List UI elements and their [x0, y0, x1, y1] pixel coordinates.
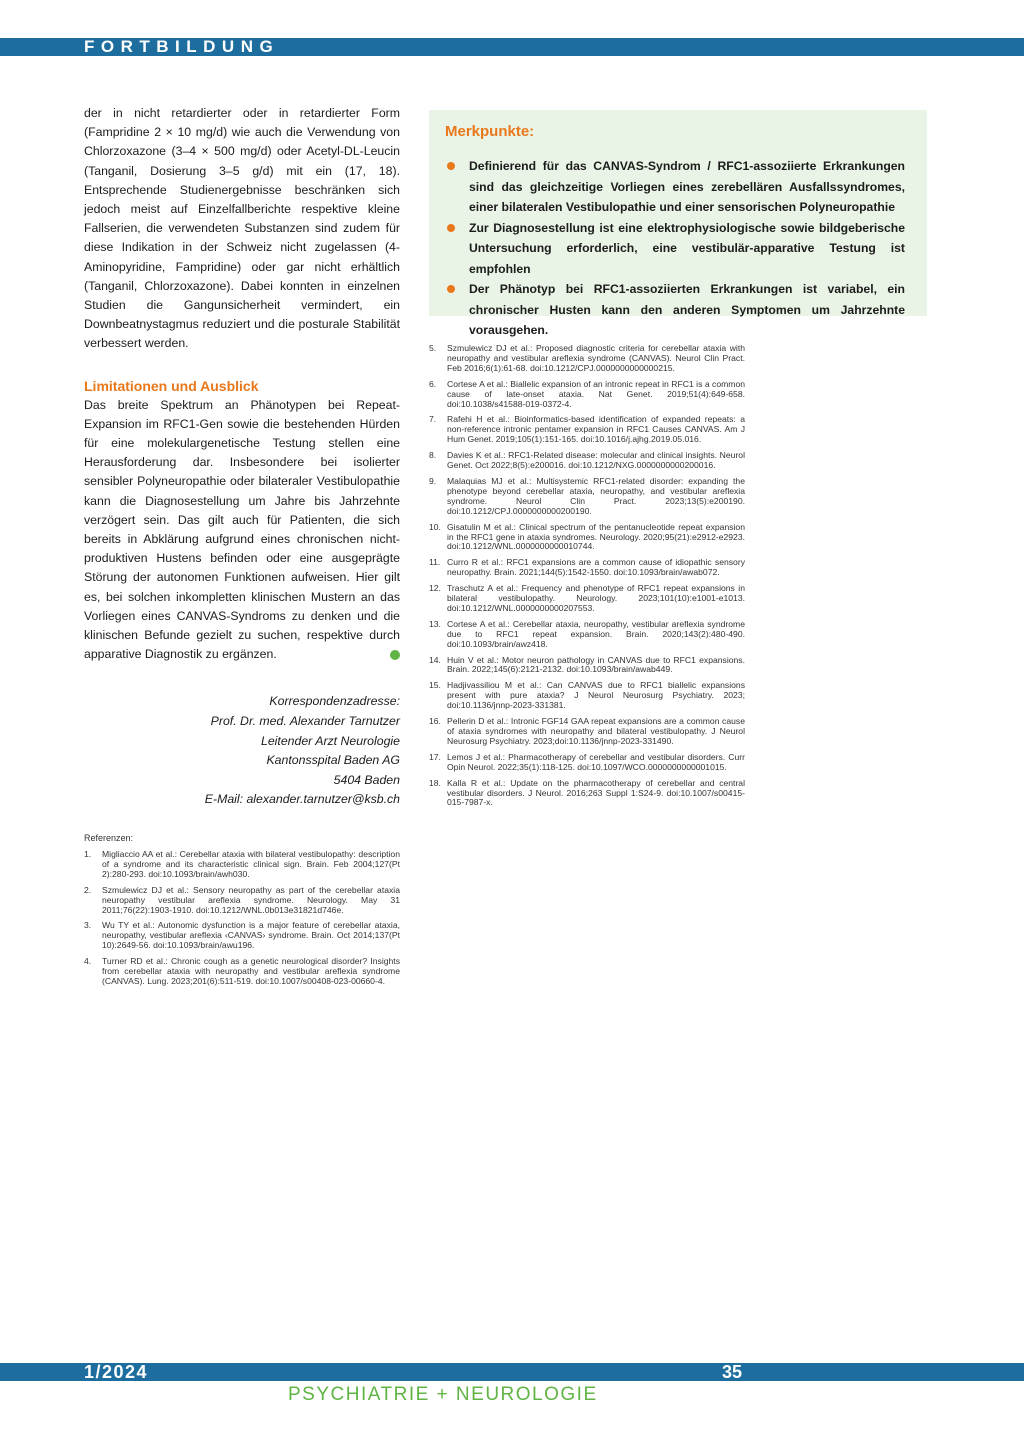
reference-item — [429, 656, 745, 676]
reference-item — [429, 523, 745, 553]
reference-item — [84, 957, 400, 987]
reference-text: Cortese A et al.: Biallelic expansion of an intronic repeat in RFC1 is a common cause of late-onset ataxia. Nat Genet. 2019;51(4):649-658. doi:10.1038/s41588-019-0372-4. — [447, 378, 745, 409]
reference-item — [429, 681, 745, 711]
correspondence-city: 5404 Baden — [333, 772, 400, 787]
key-point — [445, 156, 905, 218]
reference-text: Cortese A et al.: Cerebellar ataxia, neuropathy, vestibular areflexia syndrome due to RFC1 repeat expansion. Brain. 2020;143(2):480-490. doi:10.1093/brain/awz418. — [447, 618, 745, 649]
correspondence-block — [84, 692, 400, 810]
references-title: Referenzen: — [84, 833, 134, 844]
reference-item — [429, 779, 745, 809]
reference-text: Migliaccio AA et al.: Cerebellar ataxia with bilateral vestibulopathy: description of a syndrome and its characteristic clinical sign. Brain. Feb 2004;127(Pt 2):280-293. doi:10.1093/brain/awh030. — [102, 849, 400, 879]
reference-number: 2. — [84, 884, 92, 895]
correspondence-email: E-Mail: alexander.tarnutzer@ksb.ch — [204, 792, 400, 807]
reference-text: Malaquias MJ et al.: Multisystemic RFC1-related disorder: expanding the phenotype beyond cerebellar ataxia, neuropathy, and vestibular areflexia syndrome. Neurol Clin Pract. 2023;13(5):e200190. doi:10.1212/CPJ.0000000000200190. — [447, 475, 745, 516]
reference-item — [429, 380, 745, 410]
reference-text: Szmulewicz DJ et al.: Sensory neuropathy as part of the cerebellar ataxia neuropathy vestibular areflexia syndrome. Neurology. May 31 2011;76(22):1903-1910. doi:10.1212/WNL.0b013e31821d746e. — [102, 884, 400, 915]
reference-number: 5. — [429, 343, 437, 353]
bullet-icon — [447, 224, 455, 232]
body-paragraph-end — [84, 396, 400, 665]
reference-text: Lemos J et al.: Pharmacotherapy of cerebellar and vestibular disorders. Curr Opin Neurol. 2022;35(1):118-125. doi:10.1097/WCO.0000000000001015. — [447, 751, 745, 772]
key-points-title: Merkpunkte: — [445, 123, 535, 140]
reference-number: 1. — [84, 849, 92, 860]
reference-number: 8. — [429, 450, 437, 461]
reference-number: 11. — [429, 557, 441, 568]
reference-item — [429, 584, 745, 614]
reference-item — [429, 477, 745, 517]
reference-text: Rafehi H et al.: Bioinformatics-based identification of expanded repeats: a non-reference intronic pentamer expansion in RFC1 Causes CANVAS. Am J Hum Genet. 2019;105(1):151-165. doi:10.1016/j.ajhg.2019.05.016. — [447, 414, 745, 445]
reference-item — [429, 558, 745, 578]
reference-item — [429, 753, 745, 773]
body-paragraph-text: Das breite Spektrum an Phänotypen bei Repeat-Expansion im RFC1-Gen sowie die bestehenden Hürden für eine molekulargenetische Testung stellen eine Herausforderung dar. Insbesondere bei isolierter sensibler Polyneuropathie oder bilateraler Vestibulopathie kann die Diagnosestellung um Jahre bis Jahrzehnte verzögert sein. Das gilt auch für Patienten, die sich bereits in Abklärung aufgrund eines chronischen nicht-produktiven Hustens befinden oder eine ausgeprägte Störung der autonomen Funktionen aufweisen. Hier gilt es, bei solchen inkompletten klinischen Mustern an das Vorliegen eines CANVAS-Syndroms zu denken und die klinischen Befunde gezielt zu suchen, respektive durch apparative Diagnostik zu ergänzen. — [84, 397, 400, 662]
left-column — [84, 104, 400, 993]
reference-text: Davies K et al.: RFC1-Related disease: molecular and clinical insights. Neurol Genet. Oct 2022;8(5):e200016. doi:10.1212/NXG.0000000000200016. — [447, 450, 745, 471]
correspondence-name: Prof. Dr. med. Alexander Tarnutzer — [210, 714, 400, 729]
reference-number: 4. — [84, 956, 92, 967]
correspondence-label: Korrespondenzadresse: — [269, 694, 400, 709]
reference-item — [429, 415, 745, 445]
footer-bar — [0, 1363, 1024, 1381]
key-point — [445, 218, 905, 280]
reference-number: 17. — [429, 751, 441, 762]
reference-item — [84, 921, 400, 951]
reference-text: Szmulewicz DJ et al.: Proposed diagnostic criteria for cerebellar ataxia with neuropathy and vestibular areflexia syndrome (CANVAS). Neurol Clin Pract. Feb 2016;6(1):61-68. doi:10.1212/CPJ.0000000000000215. — [447, 343, 745, 373]
bullet-icon — [447, 162, 455, 170]
reference-text: Huin V et al.: Motor neuron pathology in CANVAS due to RFC1 expansions. Brain. 2022;145(6):2121-2132. doi:10.1093/brain/awab449. — [447, 654, 745, 675]
key-point — [445, 279, 905, 341]
reference-text: Turner RD et al.: Chronic cough as a genetic neurological disorder? Insights from cerebellar ataxia with neuropathy and vestibular areflexia syndrome (CANVAS). Lung. 2023;201(6):511-519. doi:10.1007/s00408-023-00660-4. — [102, 956, 400, 987]
reference-number: 16. — [429, 716, 441, 727]
reference-item — [429, 451, 745, 471]
bullet-icon — [447, 285, 455, 293]
reference-text: Kalla R et al.: Update on the pharmacotherapy of cerebellar and central vestibular disorders. J Neurol. 2016;263 Suppl 1:S24-9. doi:10.1007/s00415-015-7987-x. — [447, 777, 745, 808]
reference-number: 3. — [84, 920, 92, 931]
reference-number: 14. — [429, 654, 441, 665]
reference-number: 18. — [429, 777, 441, 788]
reference-item — [84, 886, 400, 916]
reference-text: Wu TY et al.: Autonomic dysfunction is a major feature of cerebellar ataxia, neuropathy, vestibular areflexia ‹CANVAS› syndrome. Brain. Oct 2014;137(Pt 10):2649-56. doi:10.1093/brain/awu196. — [102, 920, 400, 951]
key-point-text: Zur Diagnosestellung ist eine elektrophysiologische sowie bildgeberische Untersuchung erforderlich, eine vestibulär-apparative Testung ist empfohlen — [469, 220, 905, 276]
reference-item — [429, 620, 745, 650]
reference-item — [84, 850, 400, 880]
reference-text: Traschutz A et al.: Frequency and phenotype of RFC1 repeat expansions in bilateral vestibulopathy. Neurology. 2023;101(10):e1001-e1013. doi:10.1212/WNL.0000000000207553. — [447, 583, 745, 613]
end-mark-icon — [390, 650, 400, 660]
key-points-list — [445, 156, 905, 341]
key-points-box — [429, 110, 927, 337]
correspondence-institution: Kantonsspital Baden AG — [266, 753, 400, 768]
reference-item — [429, 344, 745, 374]
page-number: 35 — [722, 1362, 743, 1382]
reference-number: 13. — [429, 618, 441, 629]
reference-number: 15. — [429, 680, 441, 691]
reference-number: 12. — [429, 583, 441, 594]
journal-title: PSYCHIATRIE + NEUROLOGIE — [288, 1384, 598, 1405]
reference-text: Curro R et al.: RFC1 expansions are a common cause of idiopathic sensory neuropathy. Brain. 2021;144(5):1542-1550. doi:10.1093/brain/awab072. — [447, 557, 745, 578]
reference-text: Hadjivassiliou M et al.: Can CANVAS due to RFC1 biallelic expansions present with pure ataxia? J Neurol Neurosurg Psychiatry. 2023; doi:10.1136/jnnp-2023-331381. — [447, 680, 745, 711]
reference-list-left — [84, 850, 400, 987]
reference-list-right — [429, 344, 745, 808]
section-label: FORTBILDUNG — [84, 37, 280, 56]
right-column — [429, 110, 927, 814]
reference-number: 9. — [429, 475, 437, 486]
body-paragraph: der in nicht retardierter oder in retardierter Form (Fampridine 2 × 10 mg/d) wie auch die Verwendung von Chlorzoxazone (3–4 × 500 mg/d) oder Acetyl-DL-Leucin (Tanganil, Dosierung 3–5 g/d) mit ein (17, 18). Entsprechende Studienergebnisse beschränken sich jedoch meist auf Einzelfallberichte respektive kleine Fallserien, die verwendeten Substanzen sind zudem für diese Indikation in der Schweiz nicht zugelassen (4-Aminopyridine, Fampridine) oder gar nicht erhältlich (Tanganil, Chlorzoxazone). Dabei konnten in einzelnen Studien die Gangunsicherheit vermindert, ein Downbeatnystagmus reduziert und die posturale Stabilität verbessert werden. — [84, 106, 400, 351]
reference-text: Gisatulin M et al.: Clinical spectrum of the pentanucleotide repeat expansion in the RFC1 gene in ataxia syndromes. Neurology. 2020;95(21):e2912-e2923. doi:10.1212/WNL.0000000000010744. — [447, 521, 745, 552]
issue-number: 1/2024 — [84, 1362, 149, 1382]
reference-text: Pellerin D et al.: Intronic FGF14 GAA repeat expansions are a common cause of ataxia syndromes with neuropathy and bilateral vestibulopathy. J Neurol Neurosurg Psychiatry. 2023;doi:10.1136/jnnp-2023-331490. — [447, 716, 745, 746]
reference-item — [429, 717, 745, 747]
reference-number: 7. — [429, 414, 437, 425]
key-point-text: Der Phänotyp bei RFC1-assoziierten Erkrankungen ist variabel, ein chronischer Husten kann den anderen Symptomen um Jahrzehnte vorausgehen. — [469, 282, 905, 337]
reference-number: 6. — [429, 378, 437, 389]
section-heading: Limitationen und Ausblick — [84, 377, 259, 394]
key-point-text: Definierend für das CANVAS-Syndrom / RFC1-assoziierte Erkrankungen sind das gleichzeitige Vorliegen eines zerebellären Ausfallssyndromes, einer bilateralen Vestibulopathie und einer sensorischen Polyneuropathie — [469, 159, 905, 214]
correspondence-role: Leitender Arzt Neurologie — [261, 733, 400, 748]
reference-number: 10. — [429, 521, 441, 532]
